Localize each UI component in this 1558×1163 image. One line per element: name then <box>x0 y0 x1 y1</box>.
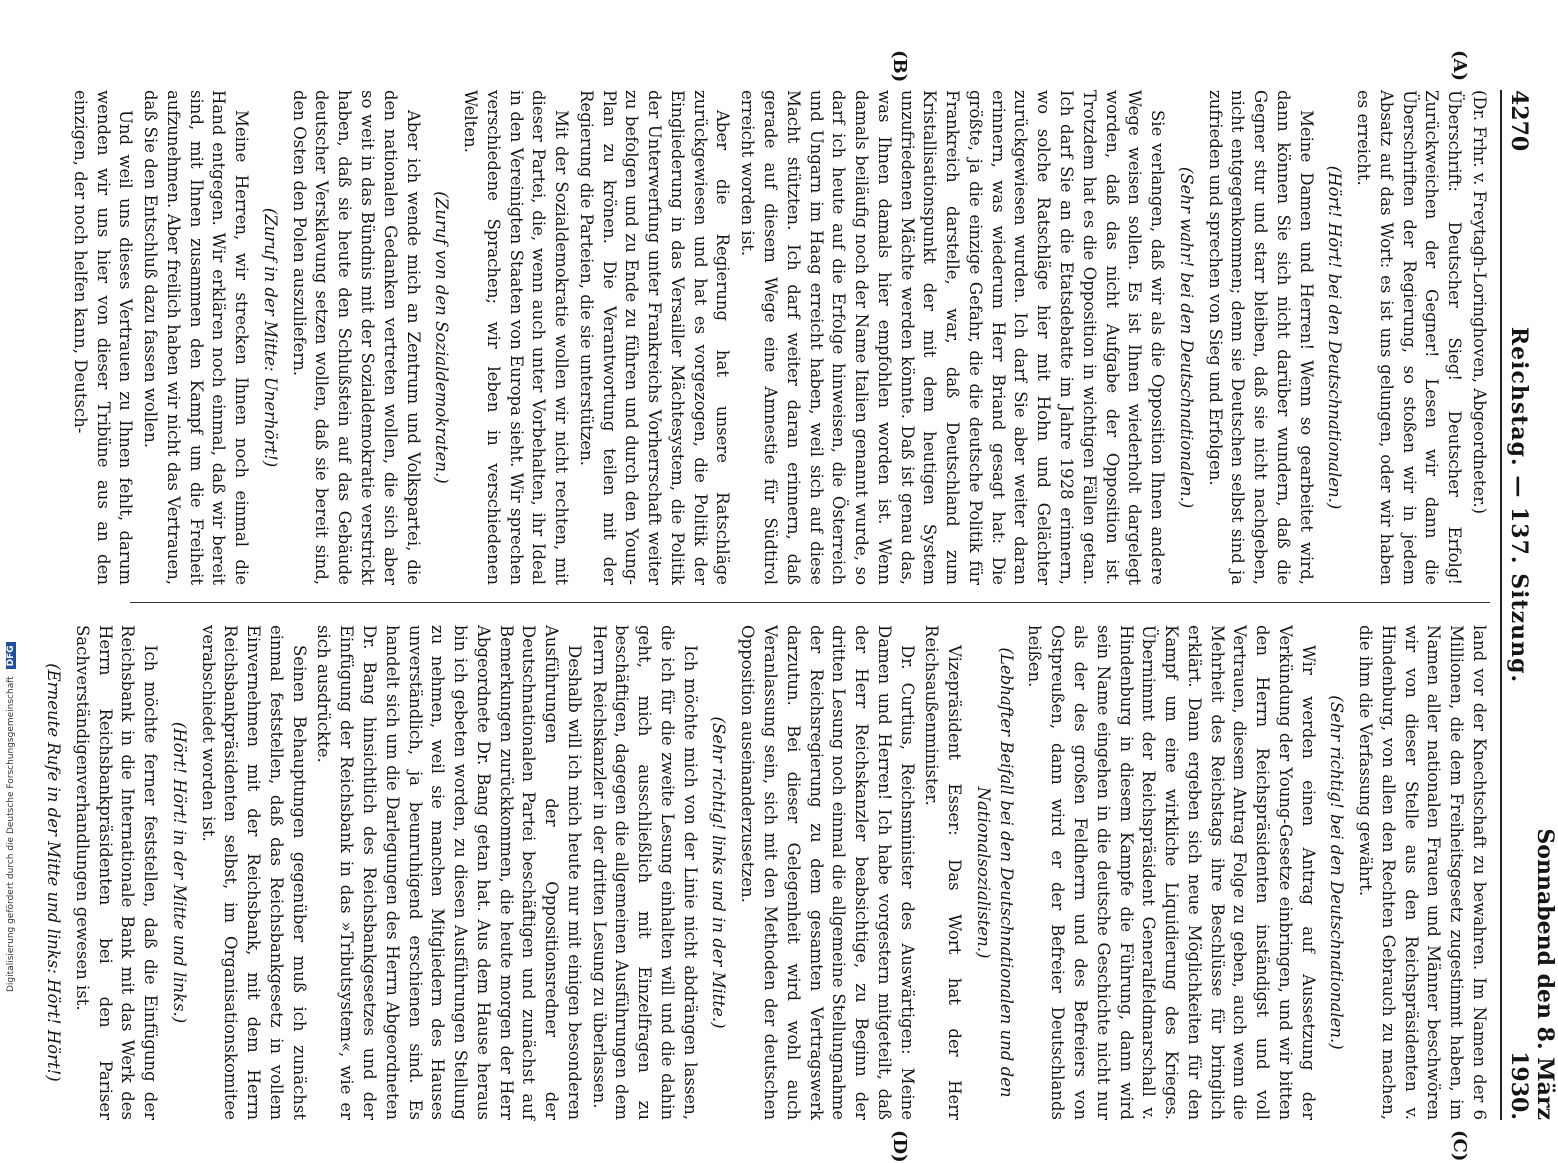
paragraph: (Dr. Frhr. v. Freytagh-Loringhoven, Abgeordneter.) <box>1470 90 1489 515</box>
credit-text: Digitalisierung gefördert durch die Deutsche Forschungsgemeinschaft <box>6 676 16 992</box>
paragraph: Seinen Behauptungen gegenüber muß ich zunächst einmal feststellen, daß das Reichsbankgesetz in vollem Einvernehmen mit der Reichsbank, mit dem Herrn Reichsbankpräsidenten selbst, im Organisationskomitee verabschiedet worden ist. <box>198 625 309 1120</box>
left-column <box>66 90 1490 585</box>
margin-mark-d: (D) <box>889 1130 910 1163</box>
interjection: (Hört! Hört! bei den Deutschnationalen.) <box>1325 165 1345 510</box>
paragraph: Dr. Curtius, Reichsminister des Auswärtigen: Meine Damen und Herren! Ich habe vorgestern mitgeteilt, daß der Herr Reichskanzler beabsichtige, zu Beginn der dritten Lesung noch einmal die allgemeine Stellungnahme der Reichsregierung zu dem gesamten Vertragswerk darzutun. Bei dieser Gelegenheit wird wohl auch Veranlassung sein, sich mit den Methoden der deutschen Opposition auseinanderzusetzen. <box>738 625 917 1120</box>
interjection: (Sehr richtig! bei den Deutschnationalen.) <box>1327 695 1347 1050</box>
interjection: (Sehr richtig! links und in der Mitte.) <box>709 716 729 1029</box>
margin-mark-a: (A) <box>1449 50 1470 81</box>
paragraph: Und weil uns dieses Vertrauen zu Ihnen fehlt, darum wenden wir uns hier von dieser Tribüne aus an den einzigen, der noch helfen kann, Deutsch- <box>70 90 136 585</box>
margin-mark-b: (B) <box>889 50 910 83</box>
header-title: Reichstag. — 137. Sitzung. <box>1506 326 1532 684</box>
paragraph: Aber die Regierung hat unsere Ratschläge zurückgewiesen und hat es vorgezogen, die Politik der Eingliederung in das Versailler Mächtesystem, die Politik der Unterwerfung unter Frankreichs Vorherrschaft weiter zu befolgen und zu Ende zu führen und durch den Young-Plan zu krönen. Die Verantwortung teilen mit der Regierung die Parteien, die sie unterstützen. <box>576 90 733 585</box>
page-number: 4270 <box>1506 90 1532 152</box>
paragraph: Ich möchte mich von der Linie nicht abdrängen lassen, die ich für die zweite Lesung einhalten will und die dahin geht, mich ausschließlich mit Einzelfragen zu beschäftigen, dagegen die allgemeinen Ausführungen dem Herrn Reichskanzler in der dritten Lesung zu überlassen. <box>589 625 700 1120</box>
scanned-page <box>44 50 1558 1163</box>
interjection: (Zuruf in der Mitte: Unerhört!) <box>260 207 280 468</box>
interjection: (Erneute Rufe in der Mitte und links: Hört! Hört!) <box>44 663 64 1082</box>
right-column <box>35 625 1490 1120</box>
paragraph: Überschrift: Deutscher Sieg! Deutscher Erfolg! Zurückweichen der Gegner! Lesen wir dann die Überschriften der Regierung, so stoßen wir in jedem Absatz auf das Wort: es ist uns gelungen, oder wir haben es erreicht. <box>1354 90 1465 585</box>
interjection: (Hört! Hört! in der Mitte und links.) <box>169 721 189 1024</box>
paragraph: Aber ich wende mich an Zentrum und Volkspartei, die den nationalen Gedanken vertreten wollen, die sich aber so weit in das Bündnis mit der Sozialdemokratie verstrickt haben, daß sie heute den Schlußstein auf das Gebäude deutscher Versklavung setzen wollen, daß sie bereit sind, den Osten den Polen auszuliefern. <box>289 90 423 585</box>
header-date: Sonnabend den 8. März 1930. <box>1506 828 1558 1120</box>
paragraph: Deshalb will ich mich heute nur mit einigen besonderen Ausführungen der Oppositionsredner der Deutschnationalen Partei beschäftigen und zunächst auf Bemerkungen zurückkommen, die heute morgen der Herr Abgeordnete Dr. Bang getan hat. Aus dem Hause heraus bin ich gebeten worden, zu diesen Ausführungen Stellung zu nehmen, weil sie manchen Mitgliedern des Hauses unverständlich, ja beunruhigend erschienen sind. Es handelt sich um die Darlegungen des Herrn Abgeordneten Dr. Bang hinsichtlich des Reichsbankgesetzes und der Einfügung der Reichsbank in das »Tributsystem«, wie er sich ausdrückte. <box>314 625 584 1120</box>
paragraph: Mit der Sozialdemokratie wollen wir nicht rechten, mit dieser Partei, die, wenn auch unter Vorbehalten, ihr Ideal in den Vereinigten Staaten von Europa sieht. Wir sprechen verschiedene Sprachen; wir leben in verschiedenen Welten. <box>461 90 572 585</box>
interjection: (Zuruf von den Sozialdemokraten.) <box>432 191 452 484</box>
paragraph: Meine Damen und Herren! Wenn so gearbeitet wird, dann können Sie sich nicht darüber wundern, daß die Gegner stur und starr bleiben, daß sie nicht nachgeben, nicht entgegenkommen; denn sie Deutschen selbst sind ja zufrieden und sprechen von Sieg und Erfolgen. <box>1205 90 1316 585</box>
paragraph: Vizepräsident Esser: Das Wort hat der Herr Reichsaußenminister. <box>922 625 965 1120</box>
interjection: (Sehr wahr! bei den Deutschnationalen.) <box>1176 166 1196 509</box>
margin-mark-c: (C) <box>1449 1130 1470 1162</box>
interjection: (Lebhafter Beifall bei den Deutschnationalen und den Nationalsozialisten.) <box>973 647 1016 1098</box>
paragraph: Meine Herren, wir strecken Ihnen noch einmal die Hand entgegen. Wir erklären noch einmal, daß wir bereit sind, mit Ihnen zusammen den Kampf um die Freiheit aufzunehmen. Aber freilich haben wir nicht das Vertrauen, daß Sie den Entschluß dazu fassen wollen. <box>141 90 252 585</box>
dfg-logo: DFG <box>6 642 16 669</box>
paragraph: land vor der Knechtschaft zu bewahren. Im Namen der 6 Millionen, die dem Freiheitsgesetz zugestimmt haben, im Namen aller nationalen Frauen und Männer beschwören wir von dieser Stelle aus den Reichspräsidenten v. Hindenburg, von allen den Rechten Gebrauch zu machen, die ihm die Verfassung gewährt. <box>1356 625 1489 1120</box>
page-header <box>1500 90 1558 1120</box>
paragraph: Wir werden einen Antrag auf Aussetzung der Verkündung der Young-Gesetze einbringen, und wir bitten den Herrn Reichspräsidenten inständigst und voll Vertrauen, diesem Antrag Folge zu geben, auch wenn die Mehrheit des Reichstags ihre Beschlüsse für bringlich erklärt. Dann ergeben sich neue Möglichkeiten für den Kampf um eine wirkliche Liquidierung des Krieges. Übernimmt der Reichspräsident Generalfeldmarschall v. Hindenburg in diesem Kampfe die Führung, dann wird sein Name eingehen in die deutsche Geschichte nicht nur als der des großen Feldherrn und des Befreiers von Ostpreußen, dann wird er der Befreier Deutschlands heißen. <box>1025 625 1318 1120</box>
paragraph: Ich möchte ferner feststellen, daß die Einfügung der Reichsbank in die Internationale Bank mit das Werk des Herrn Reichsbankpräsidenten bei den Pariser Sachverständigenverhandlungen gewesen ist. <box>72 625 161 1120</box>
document-page <box>44 50 1558 1163</box>
column-divider <box>130 602 1490 603</box>
digitization-credit <box>6 642 16 992</box>
paragraph: Sie verlangen, daß wir als die Opposition Ihnen andere Wege weisen sollen. Es ist Ihnen wiederholt dargelegt worden, daß das nicht Aufgabe der Opposition ist. Trotzdem hat es die Opposition in wichtigen Fällen getan. Ich darf Sie an die Etatsdebatte im Jahre 1928 erinnern, wo solche Ratschläge hier mit Hohn und Gelächter zurückgewiesen wurden. Ich darf Sie aber weiter daran erinnern, was wiederum Herr Briand gesagt hat: Die größte, ja die einzige Gefahr, die die deutsche Politik für Frankreich darstelle, war, daß Deutschland zum Kristallisationspunkt der mit dem heutigen System unzufriedenen Mächte werden könnte. Daß ist genau das, was Ihnen damals hier empfohlen worden ist. Wenn damals beiläufig noch der Name Italien genannt wurde, so darf ich heute auf die Erfolge hinweisen, die Österreich und Ungarn im Haag erreicht haben, weil sich auf diese Macht stützten. Ich darf weiter daran erinnern, daß gerade auf diesem Wege eine Amnestie für Südtirol erreicht worden ist. <box>738 90 1168 585</box>
